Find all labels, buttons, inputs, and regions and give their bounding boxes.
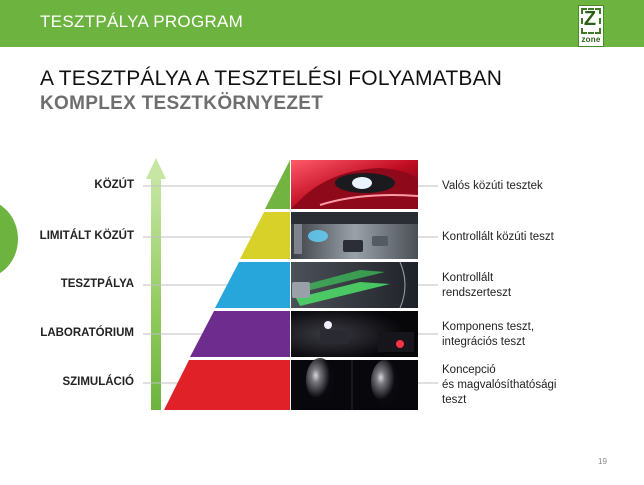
logo-z-icon: Z xyxy=(583,8,597,30)
level-description-limitalt-kozut xyxy=(442,230,554,245)
description-line: teszt xyxy=(442,394,467,406)
level-label-limitalt-kozut: LIMITÁLT KÖZÚT xyxy=(39,230,134,242)
level-description-tesztpalya xyxy=(442,271,511,301)
level-label-kozut: KÖZÚT xyxy=(94,179,134,191)
level-label-tesztpalya: TESZTPÁLYA xyxy=(60,278,134,290)
description-line: rendszerteszt xyxy=(442,287,512,299)
photo-simulation xyxy=(291,358,418,410)
level-description-laboratorium xyxy=(442,320,534,350)
page-number: 19 xyxy=(598,457,607,466)
description-line: integrációs teszt xyxy=(442,336,526,348)
up-arrow-icon xyxy=(146,158,166,410)
photo-limited-road xyxy=(291,212,418,259)
level-description-kozut xyxy=(442,179,543,194)
pyramid-band-kozut xyxy=(265,160,290,209)
header-title: TESZTPÁLYA PROGRAM xyxy=(40,12,244,31)
pyramid-band-laboratorium xyxy=(190,311,290,357)
pyramid-band-szimulacio xyxy=(164,360,290,410)
description-line: és magvalósíthatósági xyxy=(442,379,557,391)
description-line: Koncepció xyxy=(442,364,496,376)
photo-car-headlight xyxy=(291,160,418,209)
level-label-szimulacio: SZIMULÁCIÓ xyxy=(62,376,134,388)
description-line: Valós közúti tesztek xyxy=(442,180,543,192)
slide-subtitle: KOMPLEX TESZTKÖRNYEZET xyxy=(40,93,324,114)
description-line: Komponens teszt, xyxy=(442,321,535,333)
level-label-laboratorium: LABORATÓRIUM xyxy=(40,327,134,339)
logo-text: zone xyxy=(581,35,601,44)
pyramid-band-limitalt xyxy=(240,212,290,259)
slide-title: A TESZTPÁLYA A TESZTELÉSI FOLYAMATBAN xyxy=(40,67,503,90)
photo-test-track xyxy=(291,262,418,308)
description-line: Kontrollált xyxy=(442,272,494,284)
level-description-szimulacio xyxy=(442,363,556,408)
description-line: Kontrollált közúti teszt xyxy=(442,231,554,243)
photo-laboratory xyxy=(291,311,418,357)
